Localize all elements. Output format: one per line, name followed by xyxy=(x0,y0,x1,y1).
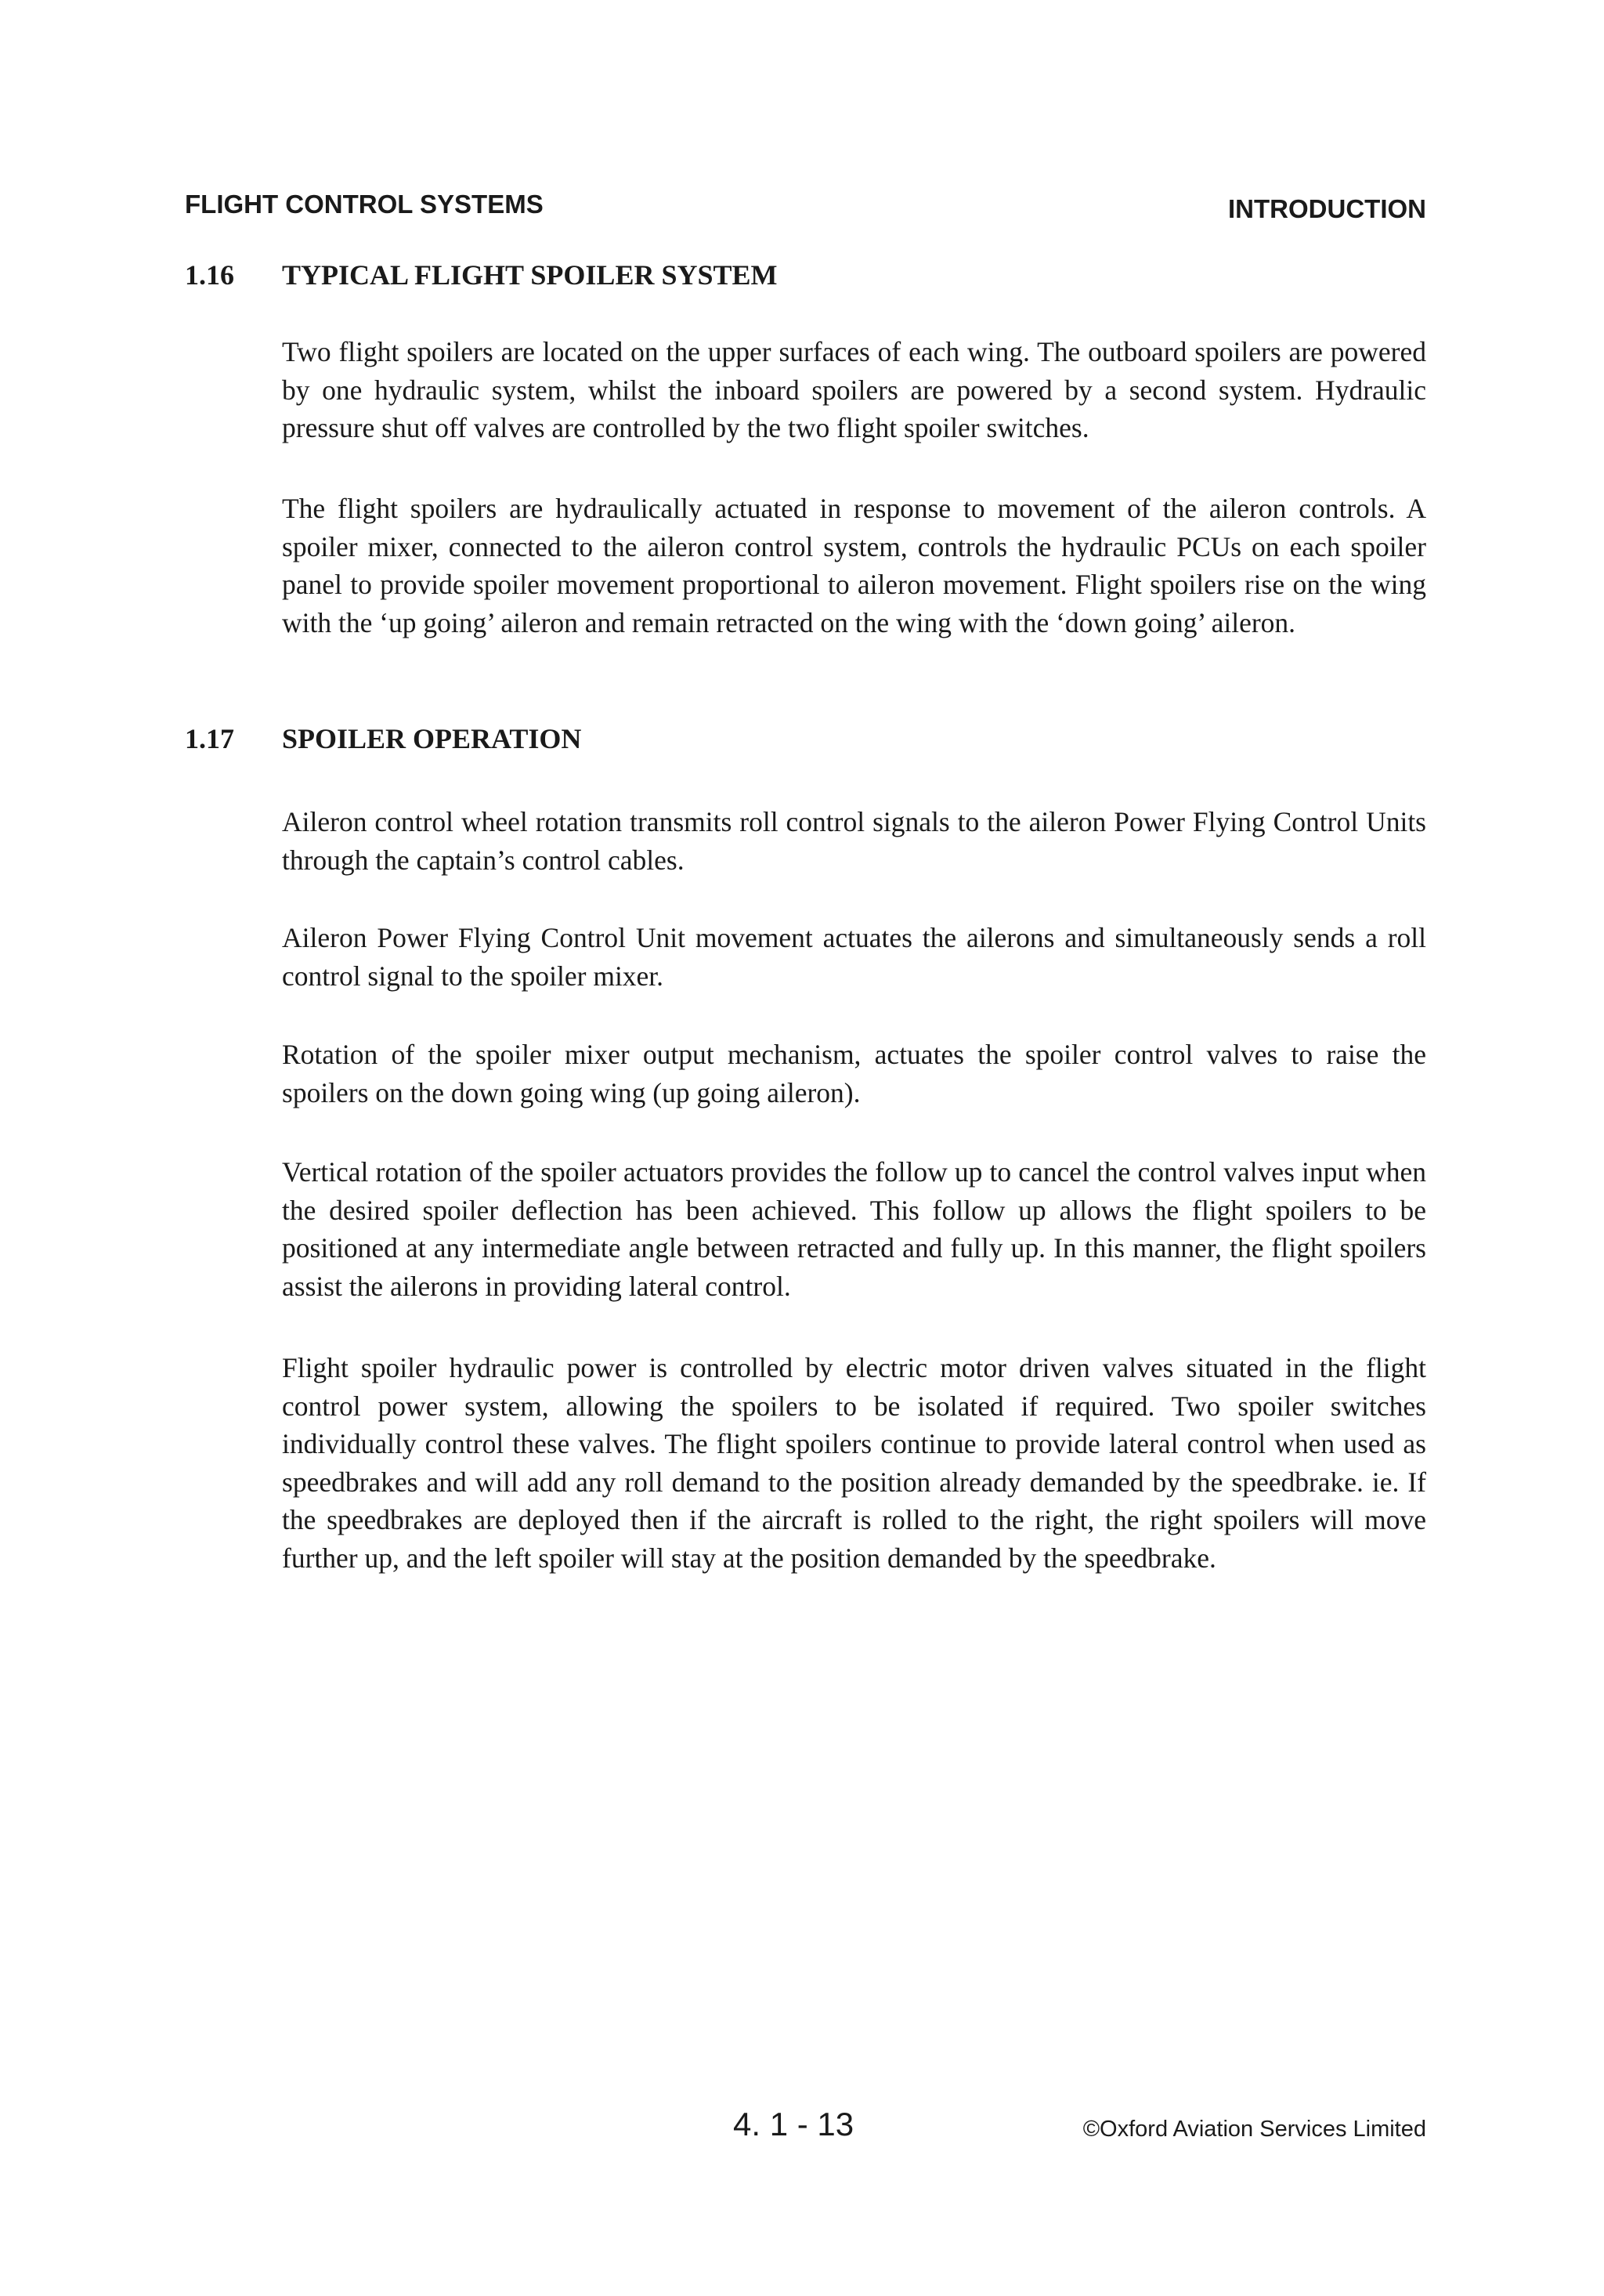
copyright-notice: ©Oxford Aviation Services Limited xyxy=(1082,2117,1426,2142)
section-number: 1.16 xyxy=(185,259,234,291)
section-title: TYPICAL FLIGHT SPOILER SYSTEM xyxy=(282,259,778,291)
paragraph: Vertical rotation of the spoiler actuators provides the follow up to cancel the control valves input when the desired spoiler deflection has been achieved. This follow up allows the flight spoilers to be positioned at any intermediate angle between retracted and fully up. In this manner, the flight spoilers assist the ailerons in providing lateral control. xyxy=(282,1156,1426,1302)
chapter-title: FLIGHT CONTROL SYSTEMS xyxy=(185,190,544,219)
paragraph: Aileron Power Flying Control Unit movement actuates the ailerons and simultaneously sends a roll control signal to the spoiler mixer. xyxy=(282,922,1426,992)
page-footer xyxy=(185,2106,1426,2153)
section-heading xyxy=(185,722,1426,761)
paragraph: Two flight spoilers are located on the upper surfaces of each wing. The outboard spoilers are powered by one hydraulic system, whilst the inboard spoilers are powered by a second system. Hydraulic pressure shut off valves are controlled by the two flight spoiler switches. xyxy=(282,336,1426,443)
running-header xyxy=(185,190,1426,226)
section-heading xyxy=(185,259,1426,298)
section-label: INTRODUCTION xyxy=(1228,194,1426,223)
paragraph: Aileron control wheel rotation transmits roll control signals to the aileron Power Flying Control Units through the captain’s control cables. xyxy=(282,806,1426,876)
page-number: 4. 1 - 13 xyxy=(733,2106,854,2142)
paragraph: The flight spoilers are hydraulically actuated in response to movement of the aileron controls. A spoiler mixer, connected to the aileron control system, controls the hydraulic PCUs on each spoiler panel to provide spoiler movement proportional to aileron movement. Flight spoilers rise on the wing with the ‘up going’ aileron and remain retracted on the wing with the ‘down going’ aileron. xyxy=(282,493,1426,638)
section-title: SPOILER OPERATION xyxy=(282,723,582,754)
section-number: 1.17 xyxy=(185,723,234,754)
paragraph: Rotation of the spoiler mixer output mechanism, actuates the spoiler control valves to raise the spoilers on the down going wing (up going aileron). xyxy=(282,1039,1426,1108)
section-1-16 xyxy=(185,259,1426,298)
section-1-17 xyxy=(185,722,1426,761)
paragraph: Flight spoiler hydraulic power is controlled by electric motor driven valves situated in the flight control power system, allowing the spoilers to be isolated if required. Two spoiler switches individually control these valves. The flight spoilers continue to provide lateral control when used as speedbrakes and will add any roll demand to the position already demanded by the speedbrake. ie. If the speedbrakes are deployed then if the aircraft is rolled to the right, the right spoilers will move further up, and the left spoiler will stay at the position demanded by the speedbrake. xyxy=(282,1352,1426,1574)
